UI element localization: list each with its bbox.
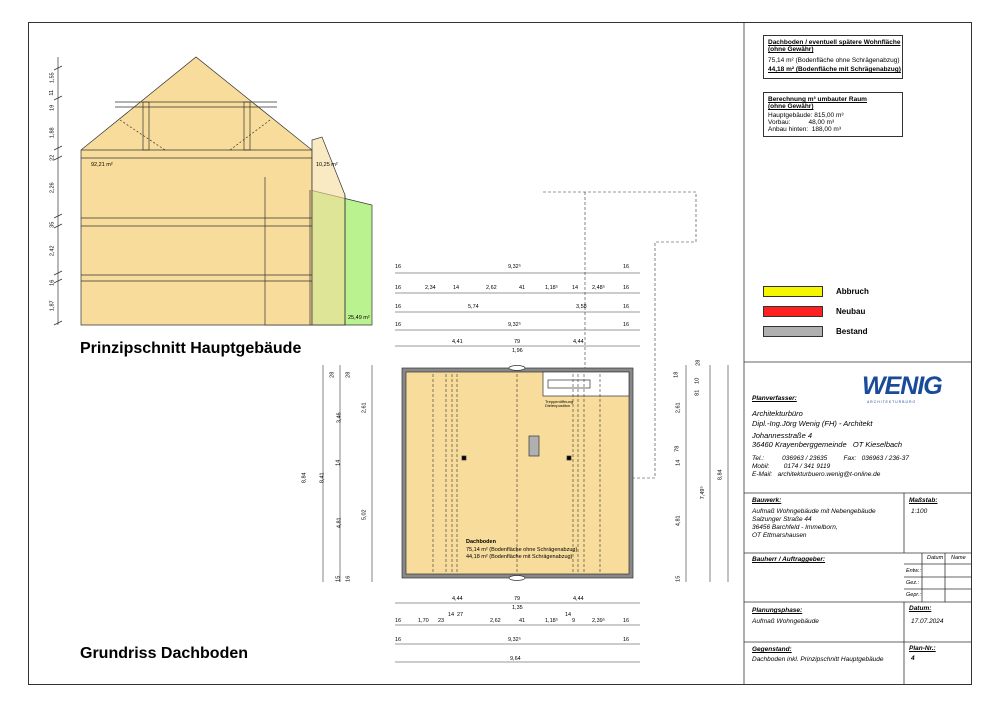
massstab-label: Maßstab: (909, 497, 938, 504)
legend-swatch-bestand (763, 326, 823, 337)
legend-swatch-neubau (763, 306, 823, 317)
gegenstand-label: Gegenstand: (752, 646, 792, 653)
info-line: Vorbau: 48,00 m³ (768, 119, 835, 126)
gepr-label: Gepr.: (906, 592, 922, 598)
dim-label: 81 (694, 389, 701, 396)
dim-label: 7,49⁵ (699, 486, 706, 500)
dim-label: 2,62 (490, 618, 501, 624)
dim-label: 16 (623, 304, 630, 310)
dim-label: 16 (623, 618, 630, 624)
architect-name: Dipl.-Ing.Jörg Wenig (FH) - Architekt (752, 419, 873, 428)
section-dim: 22 (49, 154, 56, 161)
phase-label: Planungsphase: (752, 607, 803, 614)
dim-label: 16 (623, 285, 630, 291)
room-area-2: 44,18 m² (Bodenfläche mit Schrägenabzug) (466, 554, 573, 560)
dim-label: 79 (514, 596, 521, 602)
dim-label: 9,32⁵ (508, 637, 521, 643)
dim-label: 14 (453, 285, 460, 291)
dim-label: 28 (345, 371, 352, 378)
plan-nr-label: Plan-Nr.: (909, 645, 936, 652)
dim-label: 8,84 (717, 469, 724, 481)
dim-label: 1,35 (512, 605, 523, 611)
dim-label: 23 (438, 618, 445, 624)
dim-label: 2,62 (486, 285, 497, 291)
office-name: Architekturbüro (752, 409, 803, 418)
plan-drawing (402, 192, 696, 581)
section-dim: 35 (49, 221, 56, 228)
dim-label: 41 (519, 285, 526, 291)
dim-label: 14 (675, 459, 682, 466)
dim-label: 16 (395, 304, 402, 310)
entw-label: Entw.: (906, 568, 921, 574)
datum-header: Datum (927, 555, 944, 561)
dim-label: 16 (395, 637, 402, 643)
dim-label: 1,18⁵ (545, 618, 558, 624)
info-line: Anbau hinten: 188,00 m³ (768, 126, 841, 133)
plan-nr-value: 4 (911, 655, 915, 662)
name-header: Name (951, 555, 966, 561)
dim-label: 4,44 (573, 339, 584, 345)
legend-swatch-abbruch (763, 286, 823, 297)
room-area-1: 75,14 m² (Bodenfläche ohne Schrägenabzug) (466, 547, 578, 553)
legend-label: Neubau (836, 307, 866, 316)
dim-label: 28 (329, 371, 336, 378)
dim-label: 9,32⁵ (508, 322, 521, 328)
section-drawing (58, 57, 372, 325)
dim-label: 2,61 (361, 402, 368, 414)
bauwerk-line: OT Ettmarshausen (752, 532, 807, 539)
phase-value: Aufmaß Wohngebäude (752, 618, 819, 625)
dim-label: 78 (674, 445, 681, 452)
dim-label: 14 (448, 612, 455, 618)
section-dim: 1,88 (49, 127, 56, 139)
info-line: 75,14 m² (Bodenfläche ohne Schrägenabzug) (768, 57, 900, 64)
legend-label: Bestand (836, 327, 868, 336)
bauherr-label: Bauherr / Auftraggeber: (752, 556, 826, 563)
info-box-area (763, 35, 903, 79)
dim-label: 14 (572, 285, 579, 291)
info-title: Dachboden / eventuell spätere Wohnfläche (768, 39, 901, 46)
dim-label: 16 (623, 264, 630, 270)
dim-label: 28 (695, 359, 702, 366)
bauwerk-label: Bauwerk: (752, 497, 782, 504)
info-subtitle: (ohne Gewähr) (768, 46, 814, 53)
dim-label: 5,02 (361, 509, 368, 521)
dim-label: 14 (335, 459, 342, 466)
section-dim: 16 (49, 279, 56, 286)
dim-label: 1,96 (512, 348, 523, 354)
dim-label: 2,34 (425, 285, 436, 291)
section-dim: 2,42 (49, 245, 56, 257)
plan-floor (406, 372, 629, 574)
logo-subtitle: A R C H I T E K T U R B Ü R O (867, 400, 916, 404)
stair-label: Treppenöffnung Dielenposition (545, 399, 574, 408)
wenig-logo: WENIG (862, 372, 942, 400)
planverfasser-label: Planverfasser: (752, 395, 797, 402)
dim-label: 27 (457, 612, 464, 618)
section-dim: 1,55 (49, 72, 56, 84)
dim-label: 4,44 (452, 596, 463, 602)
office-phone: Tel.: 036963 / 23635 Fax: 036963 / 236-37 (752, 455, 909, 462)
plan-title: Grundriss Dachboden (80, 645, 249, 662)
info-line: 44,18 m² (Bodenfläche mit Schrägenabzug) (768, 66, 901, 73)
dim-label: 5,74 (468, 304, 479, 310)
dim-label: 15 (675, 575, 682, 582)
section-area-green: 25,49 m² (348, 315, 370, 321)
dim-label: 3,58 (576, 304, 587, 310)
dim-label: 16 (395, 322, 402, 328)
room-name: Dachboden (466, 539, 496, 545)
dim-label: 2,61 (675, 402, 682, 414)
office-city: 36460 Krayenberggemeinde OT Kieselbach (752, 440, 903, 449)
massstab-value: 1:100 (911, 508, 928, 515)
datum-value: 17.07.2024 (911, 618, 944, 625)
section-dim: 19 (49, 104, 56, 111)
bauwerk-line: Aufmaß Wohngebäude mit Nebengebäude (752, 508, 876, 515)
office-mobile: Mobil: 0174 / 341 9119 (752, 463, 831, 470)
gegenstand-value: Dachboden inkl. Prinzipschnitt Hauptgebäude (752, 656, 884, 663)
section-dim: 2,26 (49, 182, 56, 194)
dim-label: 2,39⁵ (592, 618, 605, 624)
bauwerk-line: 36456 Barchfeld - Immelborn, (752, 524, 838, 531)
dim-label: 1,18⁵ (545, 285, 558, 291)
dim-label: 9 (572, 618, 576, 624)
dim-label: 9,64 (510, 656, 521, 662)
dim-label: 2,48⁵ (592, 285, 605, 291)
dim-label: 4,81 (336, 517, 343, 529)
bauwerk-line: Salzunger Straße 44 (752, 516, 812, 523)
dim-label: 1,70 (418, 618, 429, 624)
dim-label: 41 (519, 618, 526, 624)
dim-label: 16 (395, 285, 402, 291)
section-area-right: 10,25 m² (316, 162, 338, 168)
dim-label: 16 (345, 575, 352, 582)
dim-label: 16 (395, 264, 402, 270)
dim-label: 8,41 (319, 472, 326, 484)
dim-label: 10 (694, 377, 701, 384)
dim-label: 16 (395, 618, 402, 624)
info-box-volume (763, 92, 903, 137)
gez-label: Gez.: (906, 580, 920, 586)
dim-label: 8,84 (301, 472, 308, 484)
dim-label: 4,44 (573, 596, 584, 602)
office-email: E-Mail: architekturbuero.wenig@t-online.de (752, 471, 881, 478)
dim-label: 16 (623, 637, 630, 643)
dim-label: 18 (673, 371, 680, 378)
info-line: Hauptgebäude: 815,00 m³ (768, 112, 844, 119)
dim-label: 15 (335, 575, 342, 582)
dim-label: 79 (514, 339, 521, 345)
dim-label: 14 (565, 612, 572, 618)
legend-label: Abbruch (836, 287, 869, 296)
section-body (81, 57, 312, 325)
dim-label: 9,32⁵ (508, 264, 521, 270)
section-area-left: 92,21 m² (91, 162, 113, 168)
dim-label: 16 (623, 322, 630, 328)
dim-label: 3,46 (336, 412, 343, 424)
dim-label: 4,81 (675, 515, 682, 527)
info-subtitle: (ohne Gewähr) (768, 103, 814, 110)
section-title: Prinzipschnitt Hauptgebäude (80, 340, 302, 357)
section-dim: 11 (49, 89, 56, 96)
office-street: Johannesstraße 4 (752, 431, 813, 440)
section-dim: 1,87 (49, 300, 56, 312)
info-title: Berechnung m³ umbauter Raum (768, 96, 867, 103)
datum-label: Datum: (909, 605, 932, 612)
dim-label: 4,41 (452, 339, 463, 345)
